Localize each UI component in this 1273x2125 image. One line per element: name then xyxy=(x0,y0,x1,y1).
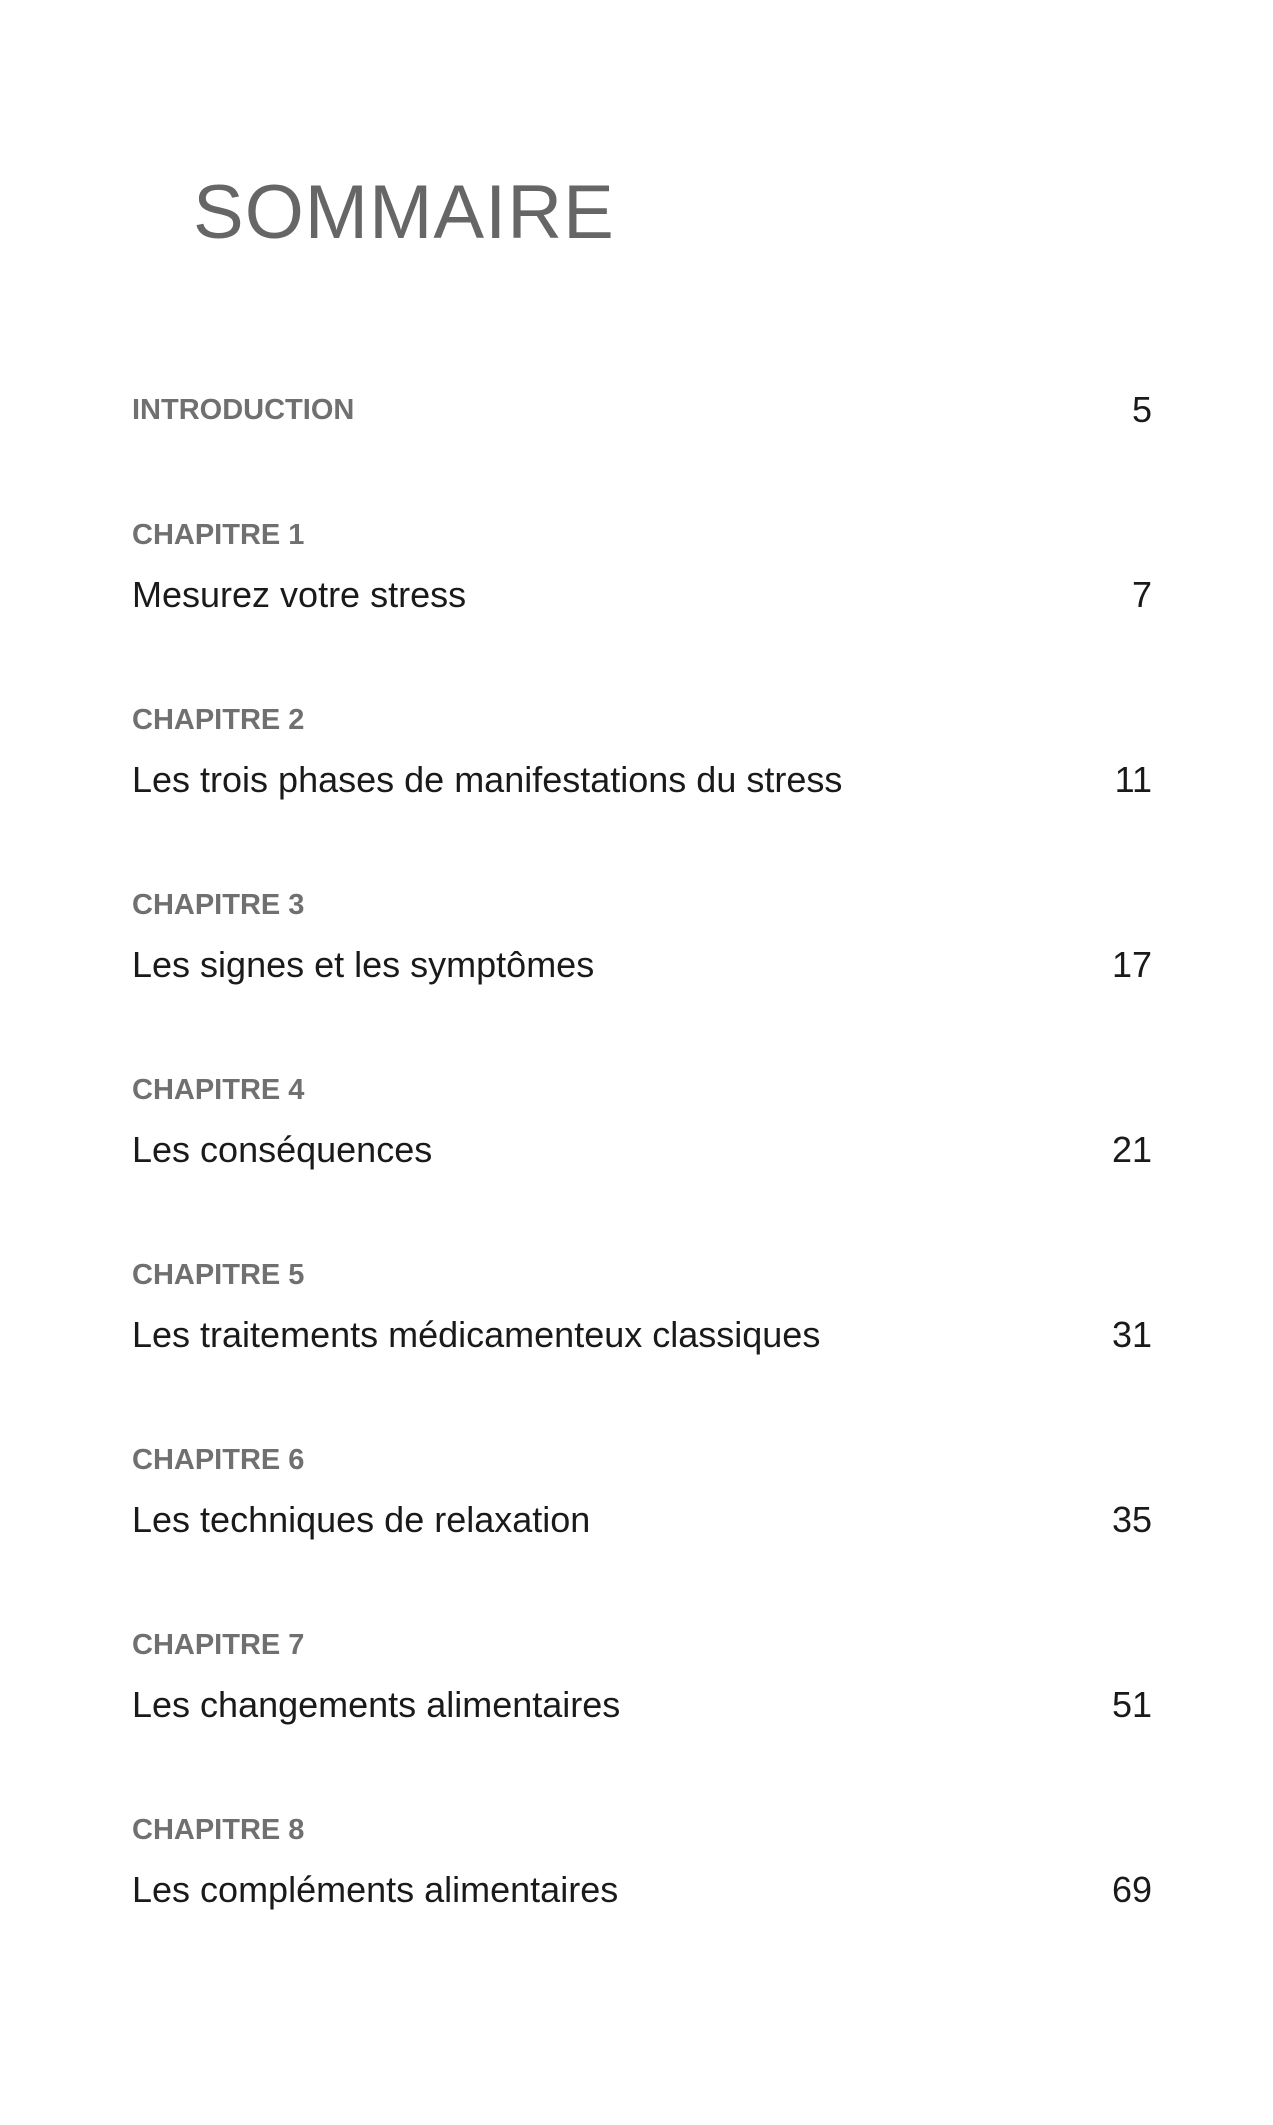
toc-chapter-page: 7 xyxy=(1131,574,1152,615)
toc-chapter-title: Les changements alimentaires xyxy=(132,1684,621,1725)
toc-chapter-label: CHAPITRE 3 xyxy=(132,889,305,921)
toc-chapter-label: CHAPITRE 6 xyxy=(132,1444,305,1476)
toc-chapter-title: Les traitements médicamenteux classiques xyxy=(132,1314,821,1355)
toc-chapter-title: Les techniques de relaxation xyxy=(132,1499,591,1540)
toc-chapter-page: 69 xyxy=(1111,1869,1152,1910)
toc-chapter-page: 51 xyxy=(1111,1684,1152,1725)
toc-chapter-title: Les conséquences xyxy=(132,1129,433,1170)
toc-chapter-page: 17 xyxy=(1111,944,1152,985)
toc-chapter-page: 31 xyxy=(1111,1314,1152,1355)
toc-introduction-page: 5 xyxy=(1131,389,1152,430)
page-title: SOMMAIRE xyxy=(193,170,615,255)
toc-chapter-page: 21 xyxy=(1111,1129,1152,1170)
toc-chapter-page: 11 xyxy=(1114,759,1152,800)
toc-chapter-title: Les compléments alimentaires xyxy=(132,1869,619,1910)
toc-chapter-page: 35 xyxy=(1111,1499,1152,1540)
toc-chapter-label: CHAPITRE 4 xyxy=(132,1074,305,1106)
toc-chapter-label: CHAPITRE 8 xyxy=(132,1814,305,1846)
toc-chapter-label: CHAPITRE 7 xyxy=(132,1629,305,1661)
toc-chapter-label: CHAPITRE 5 xyxy=(132,1259,305,1291)
toc-chapter-title: Les signes et les symptômes xyxy=(132,944,595,985)
toc-introduction-label: INTRODUCTION xyxy=(132,394,355,426)
toc-chapter-label: CHAPITRE 2 xyxy=(132,704,305,736)
toc-chapter-label: CHAPITRE 1 xyxy=(132,519,305,551)
toc-chapter-title: Les trois phases de manifestations du stress xyxy=(132,759,843,800)
toc-chapter-title: Mesurez votre stress xyxy=(132,574,467,615)
